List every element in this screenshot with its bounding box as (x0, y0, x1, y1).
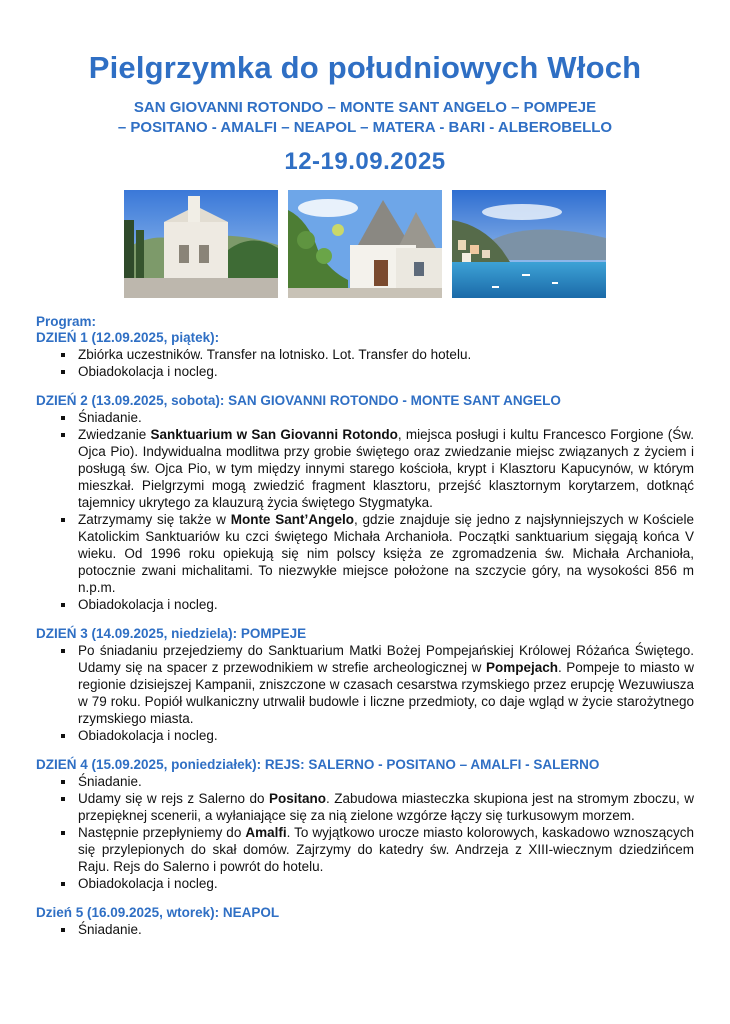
bold-place-name: Pompejach (485, 660, 558, 675)
day-heading: DZIEŃ 1 (12.09.2025, piątek): (36, 330, 220, 345)
bold-place-name: Amalfi (245, 825, 287, 840)
list-item (78, 596, 694, 613)
item-text: Udamy się w rejs z Salerno do (78, 791, 269, 806)
list-item (78, 790, 694, 824)
day-item-list (36, 346, 694, 380)
day-item-list (36, 921, 694, 938)
item-text: Śniadanie. (78, 922, 142, 937)
program-days (36, 329, 694, 938)
route-subtitle (36, 98, 694, 138)
day-section (36, 756, 694, 892)
route-line-1: SAN GIOVANNI ROTONDO – MONTE SANT ANGELO – POMPEJE (133, 99, 597, 116)
bold-place-name: Positano (268, 791, 326, 806)
item-text: Obiadokolacja i nocleg. (78, 728, 218, 743)
item-text: Zatrzymamy się także w (78, 512, 231, 527)
item-text: Zbiórka uczestników. Transfer na lotnisko. Lot. Transfer do hotelu. (78, 347, 472, 362)
photo-trulli (288, 190, 442, 298)
program-label: Program: (36, 314, 97, 329)
item-text: Obiadokolacja i nocleg. (78, 876, 218, 891)
bold-place-name: Sanktuarium w San Giovanni Rotondo (150, 427, 398, 442)
day-heading: DZIEŃ 3 (14.09.2025, niedziela): POMPEJE (36, 626, 307, 641)
item-text: Obiadokolacja i nocleg. (78, 597, 218, 612)
list-item (78, 727, 694, 744)
item-text: , gdzie znajduje się jedno z najsłynniejszych w Kościele Katolickim Sanktuariów ku czci świętego Michała Archanioła. Początki sanktuarium sięgają końca V wieku. Od 1996 roku opiekują się nim polscy księża ze zgromadzenia św. Michała Archanioła, potocznie zwani michalitami. To niezwykłe miejsce położone na szczycie góry, na wysokości 856 m n.p.m. (78, 512, 695, 595)
day-item-list (36, 409, 694, 613)
day-section (36, 904, 694, 938)
list-item (78, 642, 694, 727)
list-item (78, 824, 694, 875)
page-title: Pielgrzymka do południowych Włoch (88, 50, 642, 85)
list-item (78, 426, 694, 511)
item-text: . Pompeje to miasto w regionie dzisiejszej Kampanii, zniszczone w czasach cesarstwa rzymskiego przez erupcję Wezuwiusza w 79 roku. Popiół wulkaniczny utrwalił budowle i liczne przedmioty, co daje wgląd w życie starożytnego rzymskiego miasta. (78, 660, 694, 726)
list-item (78, 409, 694, 426)
item-text: Zwiedzanie (78, 427, 151, 442)
photo-basilica (124, 190, 278, 298)
trip-dates: 12-19.09.2025 (284, 148, 446, 175)
list-item (78, 773, 694, 790)
item-text: Następnie przepłyniemy do (78, 825, 246, 840)
item-text: . Zabudowa miasteczka skupiona jest na stromym zboczu, w przepięknej scenerii, a wyłaniające się za nią zielone wzgórze łączy się turkusowym morzem. (78, 791, 695, 823)
item-text: . To wyjątkowo urocze miasto kolorowych, kaskadowo wznoszących się przylepionych do skał domów. Zajrzymy do katedry św. Andrzeja z XIII-wiecznym dziedzińcem Raju. Rejs do Salerno i powrót do hotelu. (78, 825, 694, 874)
item-text: Obiadokolacja i nocleg. (78, 364, 218, 379)
bold-place-name: Monte Sant’Angelo (230, 512, 354, 527)
item-text: Po śniadaniu przejedziemy do Sanktuarium Matki Bożej Pompejańskiej Królowej Różańca Świętego. Udamy się na spacer z przewodnikiem w strefie archeologicznej w (78, 643, 694, 675)
photo-amalfi-coast (452, 190, 606, 298)
list-item (78, 363, 694, 380)
day-item-list (36, 642, 694, 744)
day-section (36, 392, 694, 613)
list-item (78, 875, 694, 892)
photo-strip (36, 190, 694, 298)
item-text: Śniadanie. (78, 774, 142, 789)
item-text: , miejsca posługi i kultu Francesco Forgione (Św. Ojca Pio). Indywidualna modlitwa przy grobie świętego oraz zwiedzanie miejsc związanych z życiem i posługą św. Ojca Pio, w tym między innymi starego kościoła, krypt i Klasztoru Kapucynów, w którym mieszkał. Pielgrzymi mogą zwiedzić fragment klasztoru, przejść klasztornym korytarzem, dotknąć tajemnicy ukrytego za klauzurą życia świętego Stygmatyka. (78, 427, 694, 510)
day-heading: DZIEŃ 4 (15.09.2025, poniedziałek): REJS: SALERNO - POSITANO – AMALFI - SALERNO (36, 757, 600, 772)
route-line-2: – POSITANO - AMALFI – NEAPOL – MATERA - BARI - ALBEROBELLO (117, 119, 613, 136)
day-section (36, 329, 694, 380)
day-heading: DZIEŃ 2 (13.09.2025, sobota): SAN GIOVANNI ROTONDO - MONTE SANT ANGELO (36, 393, 561, 408)
list-item (78, 511, 694, 596)
list-item (78, 346, 694, 363)
day-heading: Dzień 5 (16.09.2025, wtorek): NEAPOL (36, 905, 280, 920)
list-item (78, 921, 694, 938)
item-text: Śniadanie. (78, 410, 142, 425)
day-section (36, 625, 694, 744)
day-item-list (36, 773, 694, 892)
